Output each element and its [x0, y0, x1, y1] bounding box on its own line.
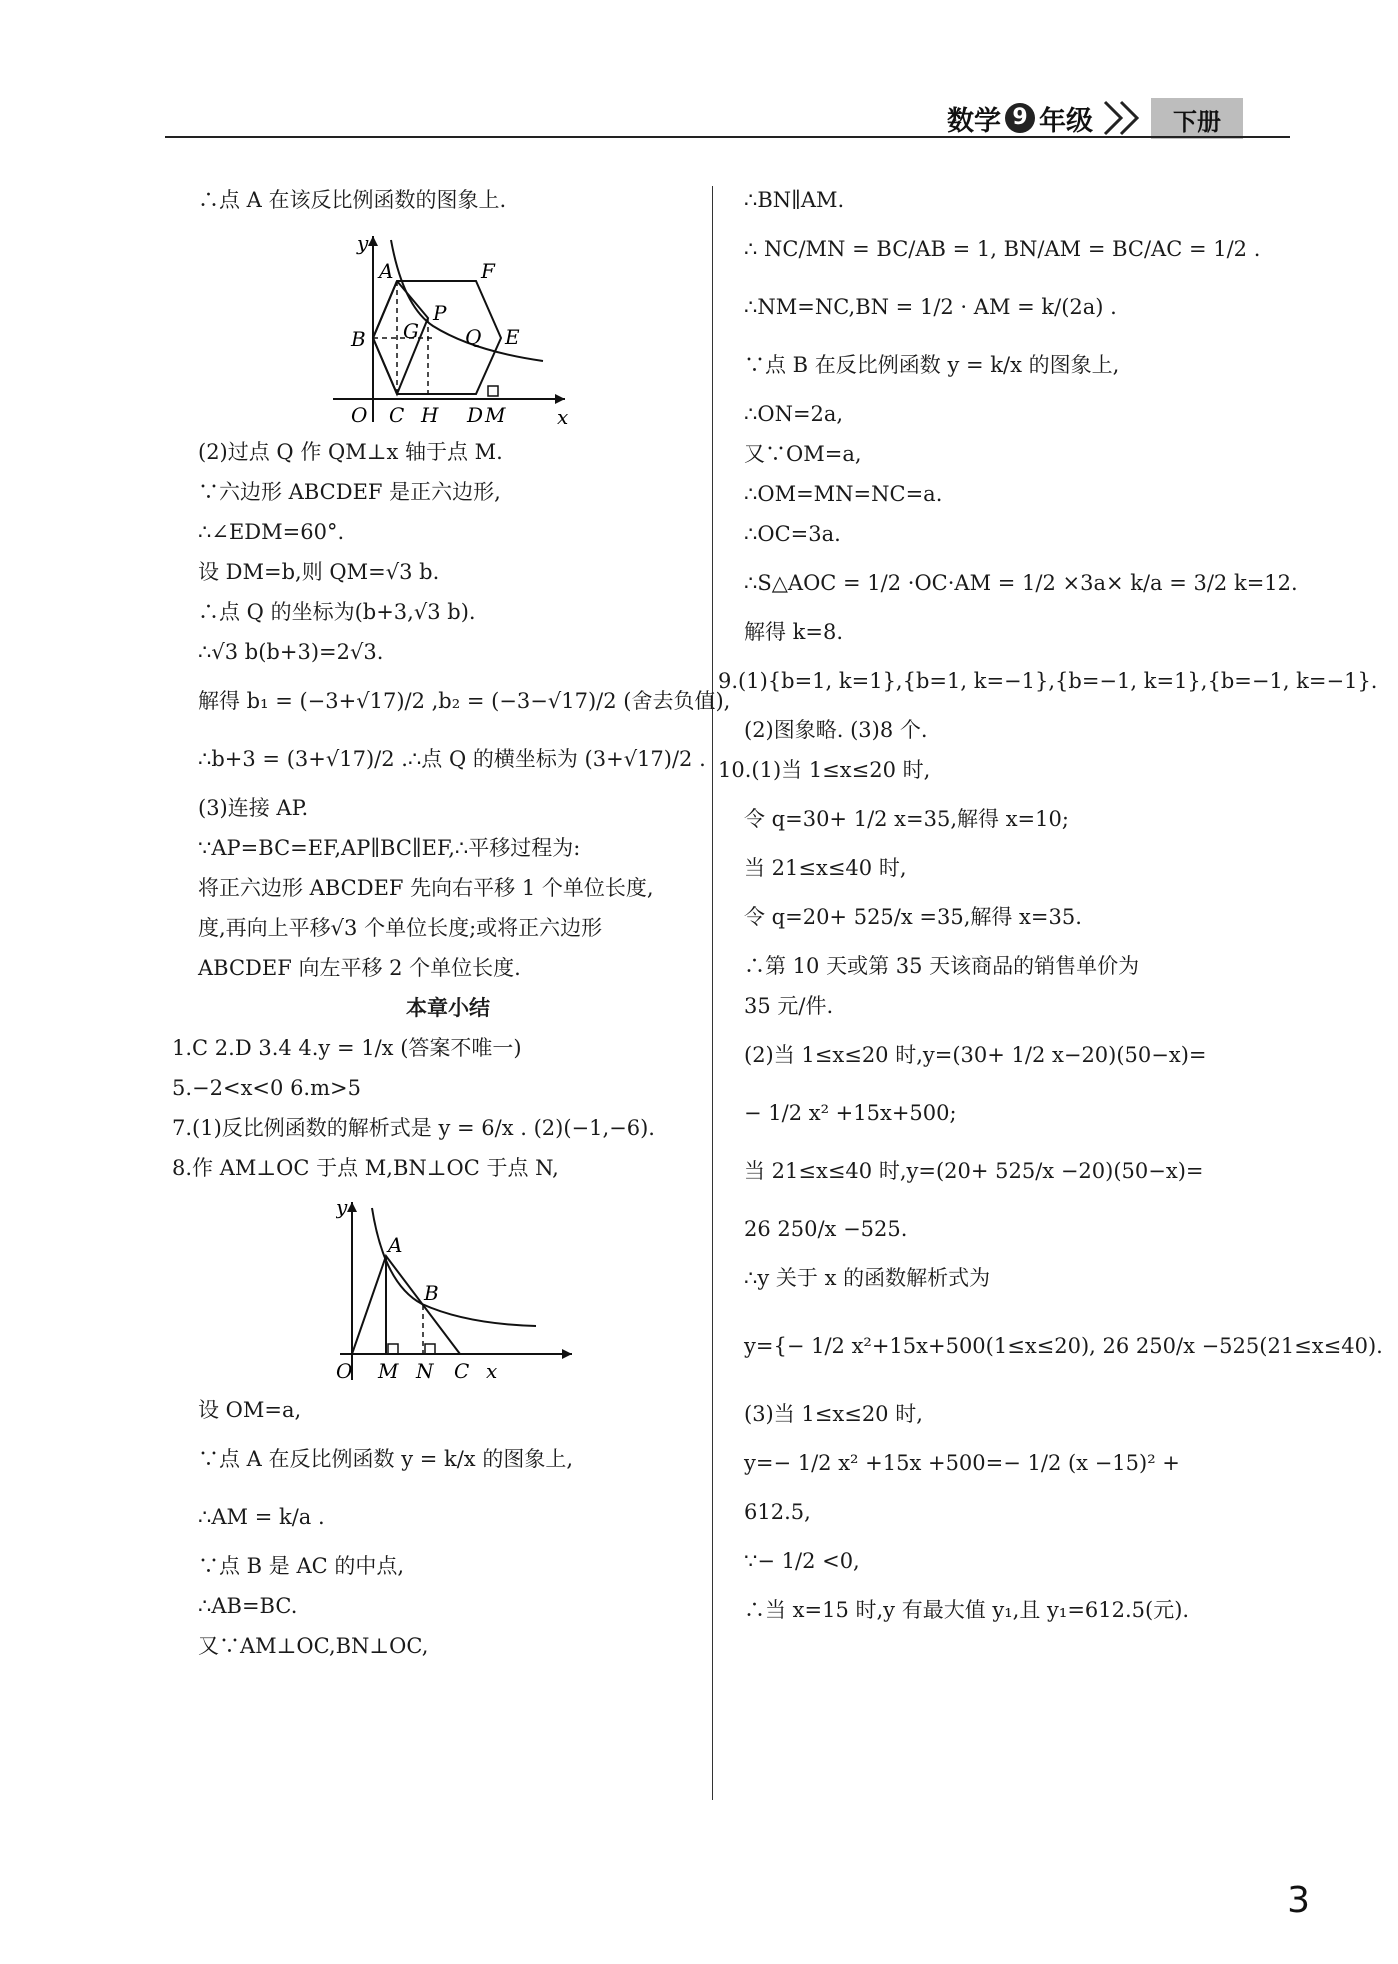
label-M: M — [378, 1359, 399, 1383]
label-y: y — [336, 1195, 348, 1219]
double-chevron-icon — [1101, 100, 1145, 136]
text-line: 35 元/件. — [744, 993, 834, 1018]
section-title: 本章小结 — [406, 995, 490, 1020]
text-line: ∵AP=BC=EF,AP∥BC∥EF,∴平移过程为: — [198, 835, 581, 860]
label-P: P — [433, 301, 447, 325]
text-line: ∴NM=NC,BN = 1/2 · AM = k/(2a) . — [744, 294, 1117, 319]
text-line: (2)当 1≤x≤20 时,y=(30+ 1/2 x−20)(50−x)= — [744, 1042, 1207, 1067]
text-line: 10.(1)当 1≤x≤20 时, — [718, 757, 931, 782]
text-line: 又∵OM=a, — [744, 441, 862, 466]
text-line: ∴点 A 在该反比例函数的图象上. — [198, 187, 507, 212]
label-H: H — [421, 403, 439, 426]
text-line: y=− 1/2 x² +15x +500=− 1/2 (x −15)² + — [744, 1450, 1180, 1475]
text-line: ∴第 10 天或第 35 天该商品的销售单价为 — [744, 953, 1140, 978]
text-line: (3)连接 AP. — [198, 795, 309, 820]
text-line: ∴AM = k/a . — [198, 1504, 325, 1529]
text-line: ∴S△AOC = 1/2 ·OC·AM = 1/2 ×3a× k/a = 3/2 k=12. — [744, 570, 1298, 595]
grade-badge: 9 — [1005, 103, 1035, 133]
text-line: (2)图象略. (3)8 个. — [744, 717, 928, 742]
text-line: 度,再向上平移√3 个单位长度;或将正六边形 — [198, 915, 603, 940]
text-line: ∴BN∥AM. — [744, 187, 845, 212]
volume-label: 下册 — [1151, 98, 1243, 139]
text-line: y={− 1/2 x²+15x+500(1≤x≤20), 26 250/x −525(21≤x≤40). — [744, 1333, 1383, 1358]
text-line: 令 q=20+ 525/x =35,解得 x=35. — [744, 904, 1082, 929]
triangle-figure — [336, 1194, 576, 1384]
text-line: 令 q=30+ 1/2 x=35,解得 x=10; — [744, 806, 1069, 831]
label-O: O — [336, 1359, 353, 1383]
label-C: C — [454, 1359, 470, 1383]
text-line: 解得 b₁ = (−3+√17)/2 ,b₂ = (−3−√17)/2 (舍去负值), — [198, 688, 731, 713]
label-x: x — [486, 1359, 498, 1383]
label-N: N — [416, 1359, 434, 1383]
text-line: 将正六边形 ABCDEF 先向右平移 1 个单位长度, — [198, 875, 654, 900]
text-line: ∴当 x=15 时,y 有最大值 y₁,且 y₁=612.5(元). — [744, 1597, 1190, 1622]
left-column — [172, 180, 731, 1666]
label-M: M — [485, 403, 506, 426]
text-line: 7.(1)反比例函数的解析式是 y = 6/x . (2)(−1,−6). — [172, 1115, 655, 1140]
label-y: y — [357, 231, 369, 255]
label-F: F — [481, 259, 495, 283]
label-x: x — [557, 405, 569, 426]
text-line: ∵点 B 在反比例函数 y = k/x 的图象上, — [744, 352, 1120, 377]
page-number: 3 — [1287, 1880, 1310, 1921]
text-line: ∵点 A 在反比例函数 y = k/x 的图象上, — [198, 1446, 573, 1471]
label-C: C — [389, 403, 405, 426]
label-G: G — [403, 319, 419, 343]
text-line: 解得 k=8. — [744, 619, 844, 644]
grade-suffix: 年级 — [1039, 105, 1093, 137]
text-line: ∴y 关于 x 的函数解析式为 — [744, 1265, 991, 1290]
text-line: 1.C 2.D 3.4 4.y = 1/x (答案不唯一) — [172, 1035, 522, 1060]
text-line: 当 21≤x≤40 时,y=(20+ 525/x −20)(50−x)= — [744, 1158, 1204, 1183]
text-line: ∴点 Q 的坐标为(b+3,√3 b). — [198, 599, 476, 624]
text-line: ∴OC=3a. — [744, 521, 841, 546]
label-Q: Q — [465, 325, 482, 349]
text-line: 设 DM=b,则 QM=√3 b. — [198, 559, 440, 584]
right-column — [718, 180, 1383, 1630]
text-line: ∵六边形 ABCDEF 是正六边形, — [198, 479, 501, 504]
header-rule — [165, 136, 1290, 138]
label-A: A — [379, 259, 394, 283]
header-brand — [947, 100, 1243, 136]
text-line: ∴OM=MN=NC=a. — [744, 481, 943, 506]
text-line: ∴ NC/MN = BC/AB = 1, BN/AM = BC/AC = 1/2 . — [744, 236, 1261, 261]
text-line: 设 OM=a, — [198, 1397, 302, 1422]
label-B: B — [424, 1281, 439, 1305]
text-line: 当 21≤x≤40 时, — [744, 855, 907, 880]
text-line: (2)过点 Q 作 QM⊥x 轴于点 M. — [198, 439, 503, 464]
text-line: ∵点 B 是 AC 的中点, — [198, 1553, 405, 1578]
text-line: 又∵AM⊥OC,BN⊥OC, — [198, 1633, 429, 1658]
text-line: ∴∠EDM=60°. — [198, 519, 345, 544]
text-line: 612.5, — [744, 1499, 811, 1524]
text-line: ∴ON=2a, — [744, 401, 844, 426]
subject-label: 数学 — [947, 105, 1001, 137]
text-line: ∴AB=BC. — [198, 1593, 298, 1618]
text-line: (3)当 1≤x≤20 时, — [744, 1401, 923, 1426]
label-B: B — [351, 327, 366, 351]
label-A: A — [388, 1233, 403, 1257]
text-line: 5.−2<x<0 6.m>5 — [172, 1075, 361, 1100]
text-line: ∴√3 b(b+3)=2√3. — [198, 639, 384, 664]
text-line: ABCDEF 向左平移 2 个单位长度. — [198, 955, 521, 980]
text-line: 26 250/x −525. — [744, 1216, 908, 1241]
column-divider — [712, 186, 713, 1800]
label-O: O — [351, 403, 368, 426]
text-line: ∵− 1/2 <0, — [744, 1548, 860, 1573]
text-line: 8.作 AM⊥OC 于点 M,BN⊥OC 于点 N, — [172, 1155, 559, 1180]
hexagon-figure — [313, 226, 573, 426]
label-D: D — [467, 403, 484, 426]
text-line: 9.(1){b=1, k=1},{b=1, k=−1},{b=−1, k=1},{b=−1, k=−1}. — [718, 668, 1378, 693]
text-line: − 1/2 x² +15x+500; — [744, 1100, 957, 1125]
text-line: ∴b+3 = (3+√17)/2 .∴点 Q 的横坐标为 (3+√17)/2 . — [198, 746, 706, 771]
label-E: E — [505, 325, 520, 349]
